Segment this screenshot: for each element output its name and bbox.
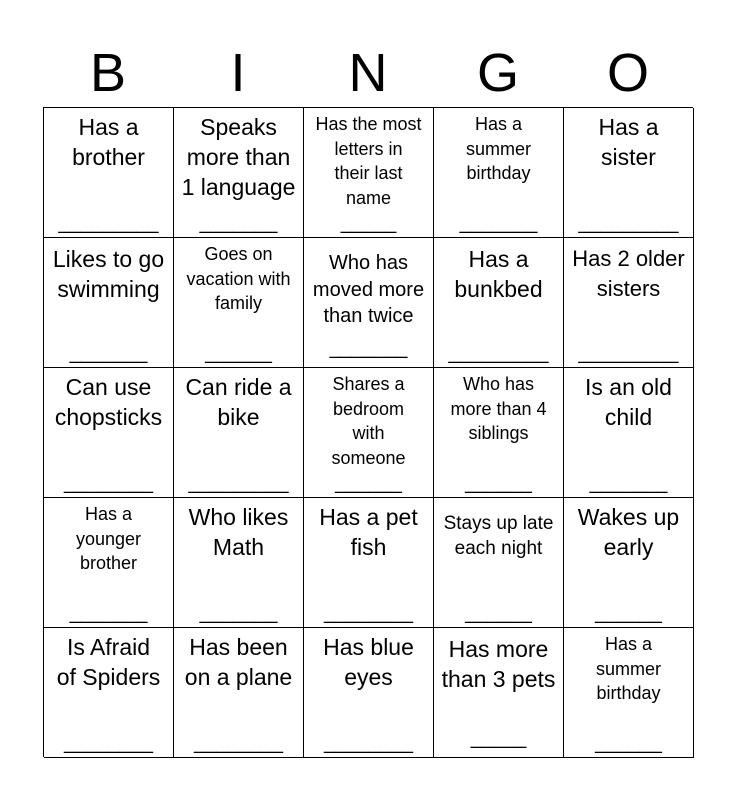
- cell-prompt: Stays up late each night: [443, 513, 554, 559]
- signature-line: _________: [578, 212, 679, 234]
- signature-line: ________: [324, 602, 413, 624]
- cell-prompt: Has the most letters in their last name: [315, 114, 422, 208]
- signature-line: _______: [69, 602, 148, 624]
- cell-prompt: Is Afraid of Spiders: [56, 634, 161, 690]
- signature-line: ______: [335, 472, 402, 494]
- bingo-cell[interactable]: [564, 108, 694, 238]
- cell-prompt: Who has more than 4 siblings: [450, 374, 547, 443]
- bingo-cell[interactable]: [44, 368, 174, 498]
- signature-line: _____: [470, 727, 527, 749]
- bingo-cell[interactable]: [564, 628, 694, 758]
- cell-prompt: Has a summer birthday: [465, 114, 531, 183]
- signature-line: ________: [64, 732, 153, 754]
- signature-line: _______: [589, 472, 668, 494]
- signature-line: ______: [595, 602, 662, 624]
- signature-line: _________: [448, 342, 549, 364]
- bingo-cell[interactable]: [174, 368, 304, 498]
- cell-prompt: Has a younger brother: [75, 504, 142, 573]
- signature-line: ______: [465, 472, 532, 494]
- cell-prompt: Speaks more than 1 language: [181, 114, 296, 200]
- bingo-cell[interactable]: [434, 238, 564, 368]
- cell-prompt: Who has moved more than twice: [312, 252, 425, 327]
- bingo-cell[interactable]: [304, 628, 434, 758]
- signature-line: _________: [578, 342, 679, 364]
- header-letter-o: O: [606, 43, 649, 103]
- bingo-cell[interactable]: [174, 628, 304, 758]
- cell-prompt: Has a pet fish: [319, 504, 418, 560]
- bingo-cell[interactable]: [304, 498, 434, 628]
- cell-prompt: Wakes up early: [577, 504, 680, 560]
- signature-line: _____: [340, 212, 397, 234]
- signature-line: ______: [205, 342, 272, 364]
- header-letter-b: B: [89, 43, 127, 103]
- bingo-cell[interactable]: [44, 108, 174, 238]
- signature-line: ______: [465, 602, 532, 624]
- signature-line: _________: [188, 472, 289, 494]
- cell-prompt: Has 2 older sisters: [572, 246, 685, 301]
- cell-prompt: Has blue eyes: [323, 634, 414, 690]
- signature-line: _______: [199, 602, 278, 624]
- bingo-cell[interactable]: [304, 368, 434, 498]
- signature-line: _______: [459, 212, 538, 234]
- bingo-cell[interactable]: [44, 498, 174, 628]
- cell-prompt: Has a sister: [598, 114, 659, 170]
- signature-line: _______: [69, 342, 148, 364]
- bingo-cell[interactable]: [434, 628, 564, 758]
- cell-prompt: Can use chopsticks: [54, 374, 163, 430]
- cell-prompt: Who likes Math: [188, 504, 289, 560]
- bingo-cell[interactable]: [434, 368, 564, 498]
- signature-line: _________: [58, 212, 159, 234]
- signature-line: _______: [199, 212, 278, 234]
- bingo-header: [43, 40, 693, 106]
- cell-prompt: Likes to go swimming: [52, 246, 165, 302]
- cell-prompt: Has a brother: [72, 114, 145, 170]
- signature-line: ________: [194, 732, 283, 754]
- bingo-cell[interactable]: [304, 108, 434, 238]
- bingo-cell[interactable]: [564, 368, 694, 498]
- bingo-cell[interactable]: [174, 108, 304, 238]
- bingo-cell[interactable]: [44, 628, 174, 758]
- cell-prompt: Has a summer birthday: [595, 634, 661, 703]
- bingo-grid: [43, 107, 693, 757]
- signature-line: ______: [595, 732, 662, 754]
- signature-line: ________: [64, 472, 153, 494]
- cell-prompt: Is an old child: [585, 374, 672, 430]
- header-letter-g: G: [476, 43, 519, 103]
- bingo-cell[interactable]: [174, 498, 304, 628]
- signature-line: _______: [329, 337, 408, 359]
- cell-prompt: Goes on vacation with family: [186, 244, 291, 313]
- header-letter-n: N: [348, 43, 388, 103]
- header-letter-i: I: [230, 43, 246, 103]
- bingo-cell[interactable]: [434, 108, 564, 238]
- bingo-cell[interactable]: [564, 238, 694, 368]
- cell-prompt: Has a bunkbed: [454, 246, 543, 302]
- signature-line: ________: [324, 732, 413, 754]
- cell-prompt: Shares a bedroom with someone: [331, 374, 406, 468]
- bingo-cell[interactable]: [44, 238, 174, 368]
- bingo-cell[interactable]: [304, 238, 434, 368]
- cell-prompt: Has more than 3 pets: [441, 636, 556, 692]
- cell-prompt: Has been on a plane: [184, 634, 293, 690]
- bingo-cell[interactable]: [564, 498, 694, 628]
- bingo-cell[interactable]: [174, 238, 304, 368]
- cell-prompt: Can ride a bike: [185, 374, 292, 430]
- bingo-cell[interactable]: [434, 498, 564, 628]
